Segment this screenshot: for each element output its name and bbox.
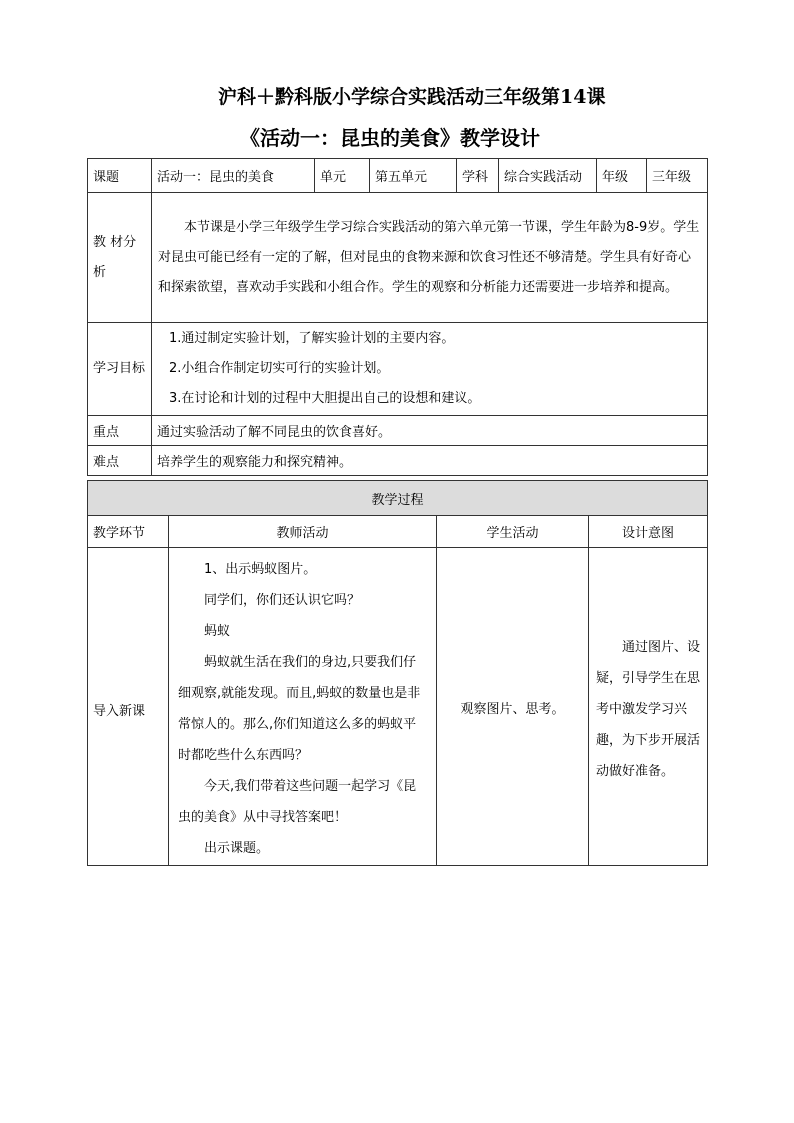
intent-line: 通过图片、设疑，引导学生在思考中激发学习兴趣，为下步开展活动做好准备。 bbox=[596, 639, 701, 779]
grade-value: 三年级 bbox=[647, 159, 708, 193]
teacher-line: 出示课题。 bbox=[204, 841, 270, 856]
goal-item: 1.通过制定实验计划，了解实验计划的主要内容。 bbox=[169, 331, 455, 346]
stage-header: 教学环节 bbox=[88, 516, 169, 548]
goal-item: 3.在讨论和计划的过程中大胆提出自己的设想和建议。 bbox=[169, 391, 481, 406]
section-header-row bbox=[88, 481, 708, 516]
goals-row bbox=[88, 323, 708, 416]
student-header: 学生活动 bbox=[437, 516, 589, 548]
design-intent-cell bbox=[589, 548, 708, 866]
topic-value: 活动一：昆虫的美食 bbox=[152, 159, 315, 193]
key-point-row bbox=[88, 416, 708, 446]
difficulty-label: 难点 bbox=[88, 446, 152, 476]
key-point-label: 重点 bbox=[88, 416, 152, 446]
unit-value: 第五单元 bbox=[370, 159, 457, 193]
lesson-info-table bbox=[87, 158, 708, 476]
difficulty-row bbox=[88, 446, 708, 476]
stage-cell: 导入新课 bbox=[88, 548, 169, 866]
teacher-line: 今天,我们带着这些问题一起学习《昆虫的美食》从中寻找答案吧！ bbox=[178, 779, 417, 825]
unit-label: 单元 bbox=[315, 159, 370, 193]
goals-list bbox=[152, 323, 708, 416]
teacher-activity-cell bbox=[169, 548, 437, 866]
teacher-header: 教师活动 bbox=[169, 516, 437, 548]
analysis-row bbox=[88, 193, 708, 323]
analysis-text: 本节课是小学三年级学生学习综合实践活动的第六单元第一节课，学生年龄为8-9岁。学生对昆虫可能已经有一定的了解，但对昆虫的食物来源和饮食习性还不够清楚。学生具有好奇心和探索欲望，喜欢动手实践和小组合作。学生的观察和分析能力还需要进一步培养和提高。 bbox=[152, 193, 708, 323]
teacher-line: 1、出示蚂蚁图片。 bbox=[204, 562, 317, 577]
info-row bbox=[88, 159, 708, 193]
student-activity-cell bbox=[437, 548, 589, 866]
student-line: 观察图片、思考。 bbox=[460, 701, 565, 717]
key-point-text: 通过实验活动了解不同昆虫的饮食喜好。 bbox=[152, 416, 708, 446]
goal-item: 2.小组合作制定切实可行的实验计划。 bbox=[169, 361, 390, 376]
teacher-line: 蚂蚁就生活在我们的身边,只要我们仔细观察,就能发现。而且,蚂蚁的数量也是非常惊人的。那么,你们知道这么多的蚂蚁平时都吃些什么东西吗？ bbox=[178, 655, 421, 763]
analysis-label: 教 材分析 bbox=[88, 193, 152, 323]
goals-label: 学习目标 bbox=[88, 323, 152, 416]
document-subtitle: 《活动一：昆虫的美食》教学设计 bbox=[240, 126, 540, 150]
document-title: 沪科＋黔科版小学综合实践活动三年级第14课 bbox=[218, 86, 606, 108]
grade-label: 年级 bbox=[597, 159, 647, 193]
section-title: 教学过程 bbox=[88, 481, 708, 516]
teacher-line: 蚂蚁 bbox=[204, 624, 231, 639]
subject-value: 综合实践活动 bbox=[499, 159, 597, 193]
table-row bbox=[88, 548, 708, 866]
teaching-process-table bbox=[87, 480, 708, 866]
difficulty-text: 培养学生的观察能力和探究精神。 bbox=[152, 446, 708, 476]
intent-header: 设计意图 bbox=[589, 516, 708, 548]
teacher-line: 同学们，你们还认识它吗？ bbox=[204, 593, 361, 608]
topic-label: 课题 bbox=[88, 159, 152, 193]
subject-label: 学科 bbox=[457, 159, 499, 193]
column-header-row bbox=[88, 516, 708, 548]
